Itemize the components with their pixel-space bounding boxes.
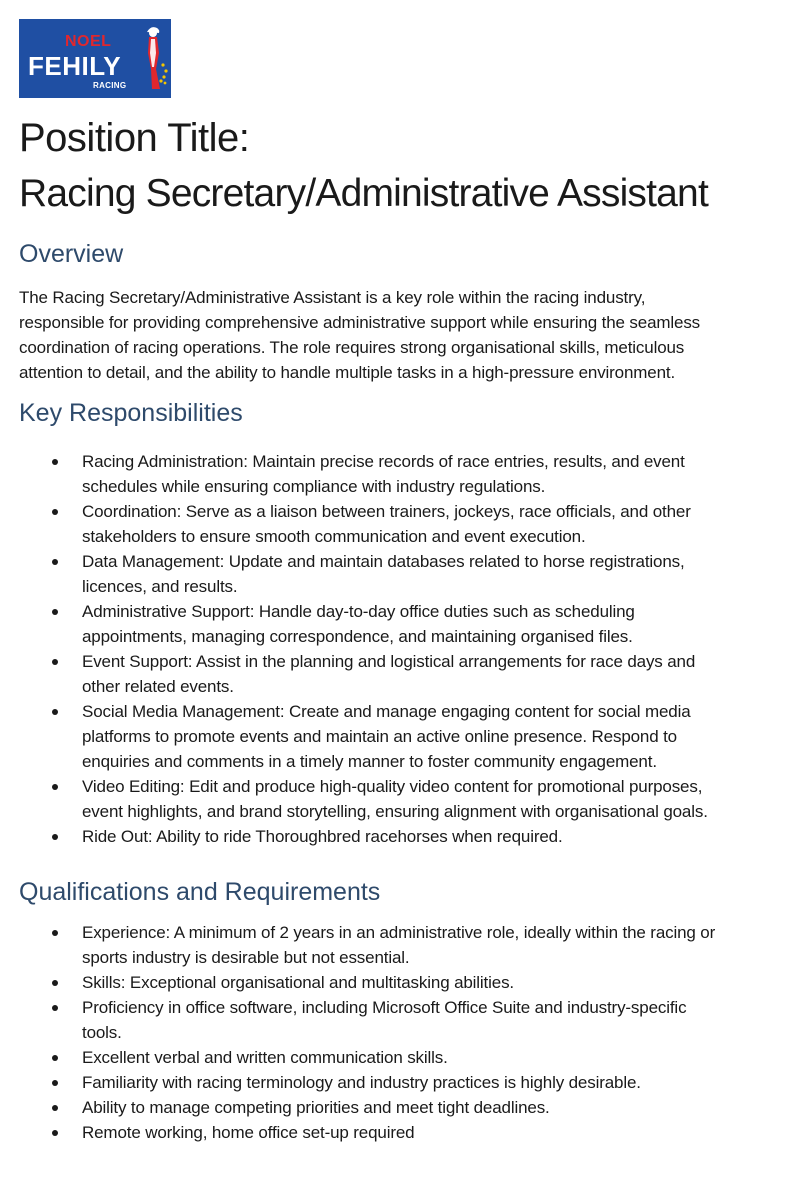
list-item: Remote working, home office set-up required: [0, 1120, 790, 1145]
bullet-icon: [52, 1080, 58, 1086]
bullet-icon: [52, 784, 58, 790]
list-item: Excellent verbal and written communication skills.: [0, 1045, 790, 1070]
logo-text-noel: NOEL: [65, 33, 112, 50]
list-item: Coordination: Serve as a liaison between trainers, jockeys, race officials, and other stakeholders to ensure smooth communication and event execution.: [0, 499, 790, 549]
logo-text-racing: RACING: [93, 81, 127, 90]
bullet-icon: [52, 980, 58, 986]
overview-line: coordination of racing operations. The role requires strong organisational skills, meticulous: [19, 338, 685, 357]
list-item: Familiarity with racing terminology and industry practices is highly desirable.: [0, 1070, 790, 1095]
list-item: Administrative Support: Handle day-to-day office duties such as scheduling appointments, managing correspondence, and maintaining organised files.: [0, 599, 790, 649]
bullet-icon: [52, 1130, 58, 1136]
position-title: Racing Secretary/Administrative Assistant: [19, 172, 708, 215]
bullet-icon: [52, 834, 58, 840]
bullet-icon: [52, 930, 58, 936]
bullet-icon: [52, 1105, 58, 1111]
bullet-icon: [52, 609, 58, 615]
overview-paragraph: [19, 285, 784, 385]
list-item: Video Editing: Edit and produce high-quality video content for promotional purposes, event highlights, and brand storytelling, ensuring alignment with organisational goals.: [0, 774, 790, 824]
bullet-icon: [52, 459, 58, 465]
list-item: Skills: Exceptional organisational and multitasking abilities.: [0, 970, 790, 995]
bullet-icon: [52, 659, 58, 665]
bullet-icon: [52, 559, 58, 565]
overview-heading: Overview: [19, 240, 124, 268]
bullet-icon: [52, 709, 58, 715]
qualifications-list: [0, 920, 790, 1145]
list-item: Ride Out: Ability to ride Thoroughbred racehorses when required.: [0, 824, 790, 849]
jockey-figure-icon: [139, 23, 169, 95]
list-item: Proficiency in office software, including Microsoft Office Suite and industry-specific tools.: [0, 995, 790, 1045]
list-item: Experience: A minimum of 2 years in an administrative role, ideally within the racing or sports industry is desirable but not essential.: [0, 920, 790, 970]
bullet-icon: [52, 1005, 58, 1011]
overview-line: attention to detail, and the ability to handle multiple tasks in a high-pressure environment.: [19, 363, 676, 382]
position-title-label: Position Title:: [19, 116, 250, 160]
list-item: Racing Administration: Maintain precise records of race entries, results, and event schedules while ensuring compliance with industry regulations.: [0, 449, 790, 499]
list-item: Social Media Management: Create and manage engaging content for social media platforms to promote events and maintain an active online presence. Respond to enquiries and comments in a timely manner to foster community engagement.: [0, 699, 790, 774]
noel-fehily-racing-logo: [19, 19, 171, 98]
list-item: Data Management: Update and maintain databases related to horse registrations, licences, and results.: [0, 549, 790, 599]
bullet-icon: [52, 1055, 58, 1061]
overview-line: responsible for providing comprehensive administrative support while ensuring the seamless: [19, 313, 701, 332]
overview-line: The Racing Secretary/Administrative Assistant is a key role within the racing industry,: [19, 288, 646, 307]
list-item: Ability to manage competing priorities and meet tight deadlines.: [0, 1095, 790, 1120]
list-item: Event Support: Assist in the planning and logistical arrangements for race days and other related events.: [0, 649, 790, 699]
key-responsibilities-heading: Key Responsibilities: [19, 399, 243, 427]
logo-text-fehily: FEHILY: [28, 51, 122, 81]
responsibilities-list: [0, 449, 790, 849]
qualifications-heading: Qualifications and Requirements: [19, 878, 381, 906]
bullet-icon: [52, 509, 58, 515]
